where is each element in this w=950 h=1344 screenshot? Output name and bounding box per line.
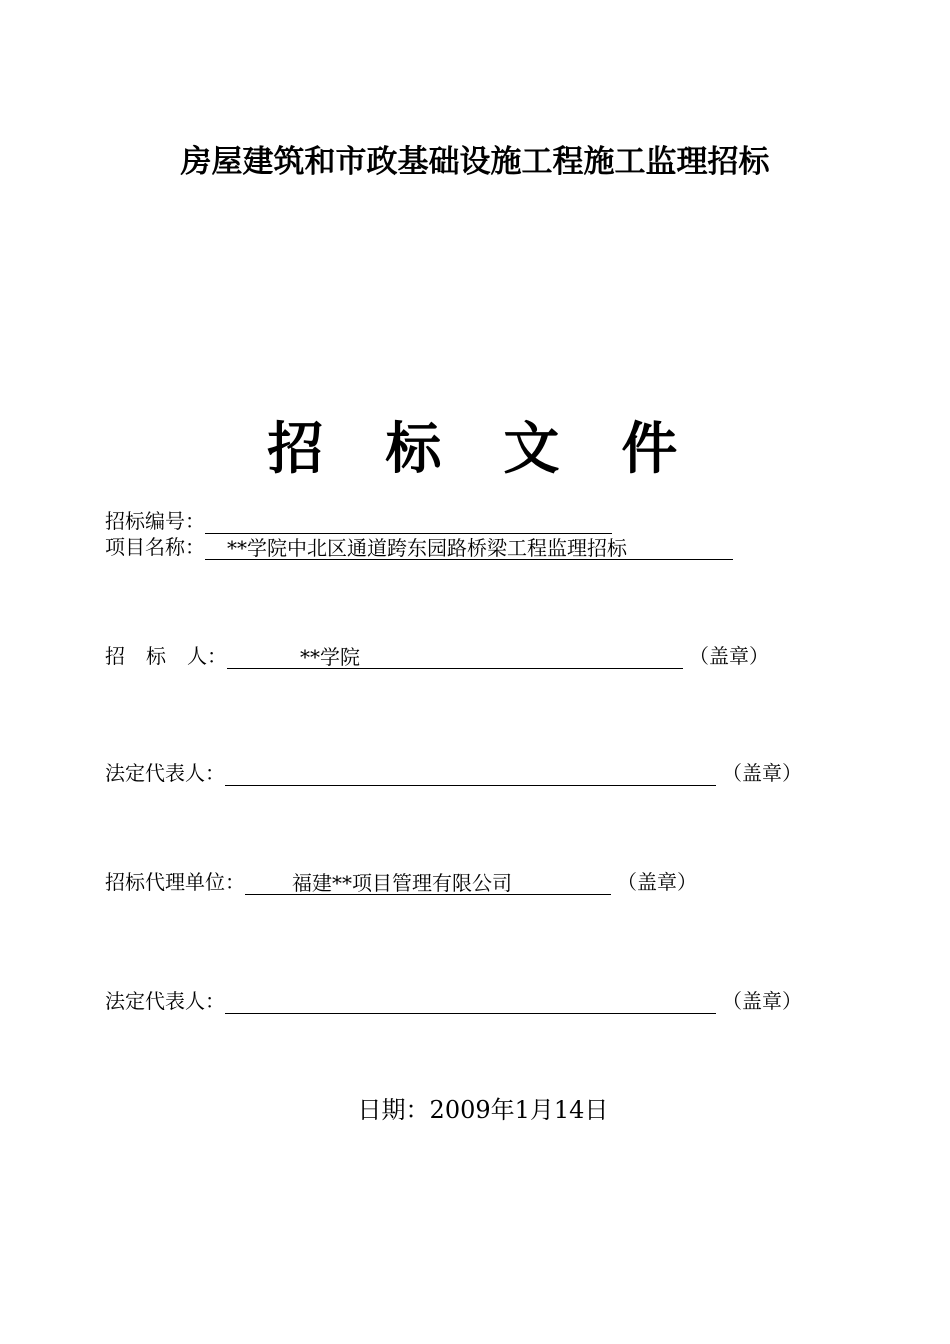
tenderer-row	[105, 643, 769, 669]
tenderer-label-chars: 招标	[105, 644, 187, 668]
legal-rep-2-field[interactable]	[225, 989, 716, 1014]
agency-field[interactable]: 福建**项目管理有限公司	[245, 870, 611, 895]
legal-rep-1-seal: （盖章）	[722, 761, 802, 785]
legal-rep-1-field[interactable]	[225, 761, 716, 786]
document-title: 招 标 文 件	[267, 417, 699, 482]
agency-label: 招标代理单位：	[105, 870, 245, 894]
tenderer-field[interactable]: **学院	[227, 644, 683, 669]
legal-rep-1-label: 法定代表人：	[105, 761, 225, 785]
project-name-field[interactable]: **学院中北区通道跨东园路桥梁工程监理招标	[205, 535, 733, 560]
tenderer-seal: （盖章）	[689, 644, 769, 668]
tenderer-label	[105, 643, 227, 669]
agency-row	[105, 869, 697, 895]
tender-number-field[interactable]	[205, 509, 612, 534]
legal-rep-2-seal: （盖章）	[722, 989, 802, 1013]
document-heading: 房屋建筑和市政基础设施工程施工监理招标	[180, 144, 770, 180]
legal-rep-2-row	[105, 988, 802, 1014]
agency-seal: （盖章）	[617, 870, 697, 894]
legal-rep-1-row	[105, 760, 802, 786]
legal-rep-2-label: 法定代表人：	[105, 989, 225, 1013]
tender-number-label: 招标编号：	[105, 509, 205, 533]
tenderer-label-last: 人：	[187, 644, 227, 668]
project-name-row	[105, 534, 733, 560]
project-name-label: 项目名称：	[105, 535, 205, 559]
document-date: 日期：2009年1月14日	[357, 1096, 609, 1124]
tender-number-row	[105, 508, 612, 534]
